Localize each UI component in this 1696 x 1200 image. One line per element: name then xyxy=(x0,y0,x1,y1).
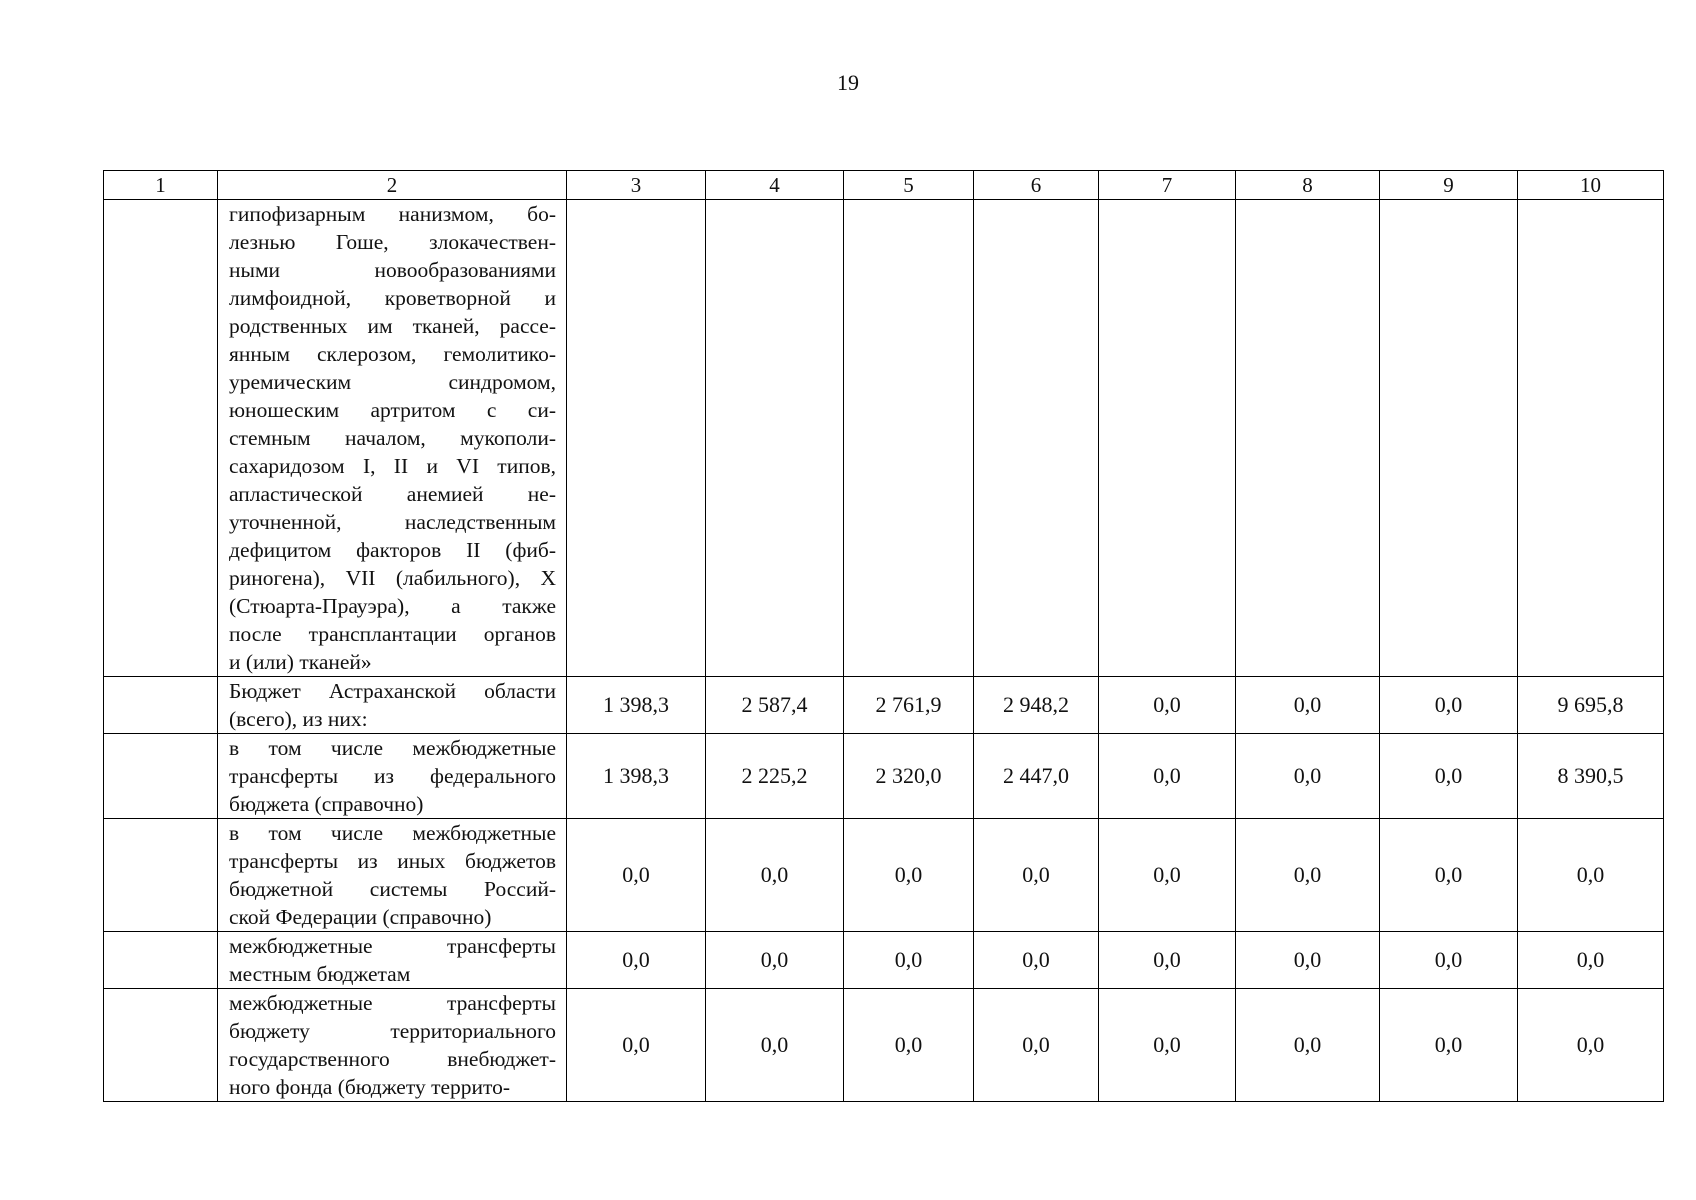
row-description-cell xyxy=(218,734,567,819)
description-line: бюджета (справочно) xyxy=(229,792,424,816)
description-line: в том числе межбюджетные xyxy=(229,736,556,760)
description-line: лимфоидной, кроветворной и xyxy=(229,286,556,310)
column-number-row xyxy=(104,171,1664,200)
description-line: уточненной, наследственным xyxy=(229,510,556,534)
table-row xyxy=(104,734,1664,819)
description-line: межбюджетные трансферты xyxy=(229,934,556,958)
value-cell xyxy=(1099,200,1236,677)
value-cell: 0,0 xyxy=(1236,819,1380,932)
value-cell: 2 320,0 xyxy=(844,734,974,819)
value-cell: 0,0 xyxy=(1236,734,1380,819)
description-line: родственных им тканей, рассе- xyxy=(229,314,556,338)
budget-table xyxy=(103,170,1664,1102)
row-number-cell xyxy=(104,989,218,1102)
column-number: 9 xyxy=(1380,171,1518,200)
value-cell: 0,0 xyxy=(974,989,1099,1102)
value-cell xyxy=(1380,200,1518,677)
column-number: 6 xyxy=(974,171,1099,200)
value-cell: 0,0 xyxy=(706,819,844,932)
value-cell: 0,0 xyxy=(1380,819,1518,932)
row-description-cell xyxy=(218,200,567,677)
row-description-cell xyxy=(218,989,567,1102)
description-line: бюджетной системы Россий- xyxy=(229,877,556,901)
value-cell: 0,0 xyxy=(706,989,844,1102)
value-cell: 0,0 xyxy=(1380,734,1518,819)
table-row xyxy=(104,989,1664,1102)
value-cell: 0,0 xyxy=(844,819,974,932)
description-line: Бюджет Астраханской области xyxy=(229,679,556,703)
value-cell: 2 761,9 xyxy=(844,677,974,734)
value-cell: 0,0 xyxy=(1518,932,1664,989)
column-number: 5 xyxy=(844,171,974,200)
value-cell xyxy=(974,200,1099,677)
column-number: 2 xyxy=(218,171,567,200)
value-cell: 0,0 xyxy=(1236,677,1380,734)
description-line: апластической анемией не- xyxy=(229,482,556,506)
value-cell xyxy=(706,200,844,677)
description-line: в том числе межбюджетные xyxy=(229,821,556,845)
column-number: 3 xyxy=(567,171,706,200)
description-line: местным бюджетам xyxy=(229,962,411,986)
value-cell: 2 447,0 xyxy=(974,734,1099,819)
description-line: (Стюарта-Прауэра), а также xyxy=(229,594,556,618)
value-cell: 0,0 xyxy=(1380,677,1518,734)
description-line: ного фонда (бюджету террито- xyxy=(229,1075,511,1099)
value-cell: 0,0 xyxy=(706,932,844,989)
row-description-cell xyxy=(218,819,567,932)
description-line: янным склерозом, гемолитико- xyxy=(229,342,556,366)
description-line: государственного внебюджет- xyxy=(229,1047,556,1071)
description-line: и (или) тканей» xyxy=(229,650,372,674)
value-cell: 2 948,2 xyxy=(974,677,1099,734)
value-cell: 1 398,3 xyxy=(567,734,706,819)
description-line: уремическим синдромом, xyxy=(229,370,556,394)
table-row xyxy=(104,819,1664,932)
column-number: 7 xyxy=(1099,171,1236,200)
description-line: бюджету территориального xyxy=(229,1019,556,1043)
value-cell: 9 695,8 xyxy=(1518,677,1664,734)
column-number: 4 xyxy=(706,171,844,200)
row-number-cell xyxy=(104,677,218,734)
description-line: дефицитом факторов II (фиб- xyxy=(229,538,556,562)
value-cell: 0,0 xyxy=(974,819,1099,932)
description-line: трансферты из иных бюджетов xyxy=(229,849,556,873)
description-line: юношеским артритом с си- xyxy=(229,398,556,422)
row-number-cell xyxy=(104,200,218,677)
value-cell: 0,0 xyxy=(567,989,706,1102)
column-number: 1 xyxy=(104,171,218,200)
value-cell xyxy=(1236,200,1380,677)
value-cell: 0,0 xyxy=(1099,932,1236,989)
value-cell xyxy=(844,200,974,677)
value-cell: 1 398,3 xyxy=(567,677,706,734)
description-line: (всего), из них: xyxy=(229,707,368,731)
value-cell: 0,0 xyxy=(1380,989,1518,1102)
value-cell xyxy=(567,200,706,677)
row-number-cell xyxy=(104,932,218,989)
row-description-cell xyxy=(218,932,567,989)
row-description-cell xyxy=(218,677,567,734)
table-row xyxy=(104,677,1664,734)
description-line: межбюджетные трансферты xyxy=(229,991,556,1015)
value-cell: 0,0 xyxy=(1236,989,1380,1102)
column-number: 10 xyxy=(1518,171,1664,200)
value-cell: 0,0 xyxy=(1380,932,1518,989)
value-cell: 0,0 xyxy=(567,819,706,932)
description-line: ными новообразованиями xyxy=(229,258,556,282)
value-cell: 2 225,2 xyxy=(706,734,844,819)
value-cell: 8 390,5 xyxy=(1518,734,1664,819)
description-line: после трансплантации органов xyxy=(229,622,556,646)
description-line: сахаридозом I, II и VI типов, xyxy=(229,454,556,478)
value-cell: 2 587,4 xyxy=(706,677,844,734)
description-line: риногена), VII (лабильного), X xyxy=(229,566,556,590)
value-cell: 0,0 xyxy=(567,932,706,989)
table-row xyxy=(104,200,1664,677)
table-row xyxy=(104,932,1664,989)
value-cell: 0,0 xyxy=(844,989,974,1102)
value-cell: 0,0 xyxy=(1099,989,1236,1102)
value-cell: 0,0 xyxy=(844,932,974,989)
value-cell: 0,0 xyxy=(1099,819,1236,932)
description-line: стемным началом, мукополи- xyxy=(229,426,556,450)
description-line: лезнью Гоше, злокачествен- xyxy=(229,230,556,254)
column-number: 8 xyxy=(1236,171,1380,200)
value-cell: 0,0 xyxy=(1099,734,1236,819)
row-number-cell xyxy=(104,734,218,819)
page-number: 19 xyxy=(837,70,859,95)
description-line: ской Федерации (справочно) xyxy=(229,905,492,929)
value-cell: 0,0 xyxy=(974,932,1099,989)
description-line: гипофизарным нанизмом, бо- xyxy=(229,202,556,226)
value-cell: 0,0 xyxy=(1518,989,1664,1102)
value-cell: 0,0 xyxy=(1236,932,1380,989)
value-cell xyxy=(1518,200,1664,677)
value-cell: 0,0 xyxy=(1099,677,1236,734)
value-cell: 0,0 xyxy=(1518,819,1664,932)
row-number-cell xyxy=(104,819,218,932)
description-line: трансферты из федерального xyxy=(229,764,556,788)
